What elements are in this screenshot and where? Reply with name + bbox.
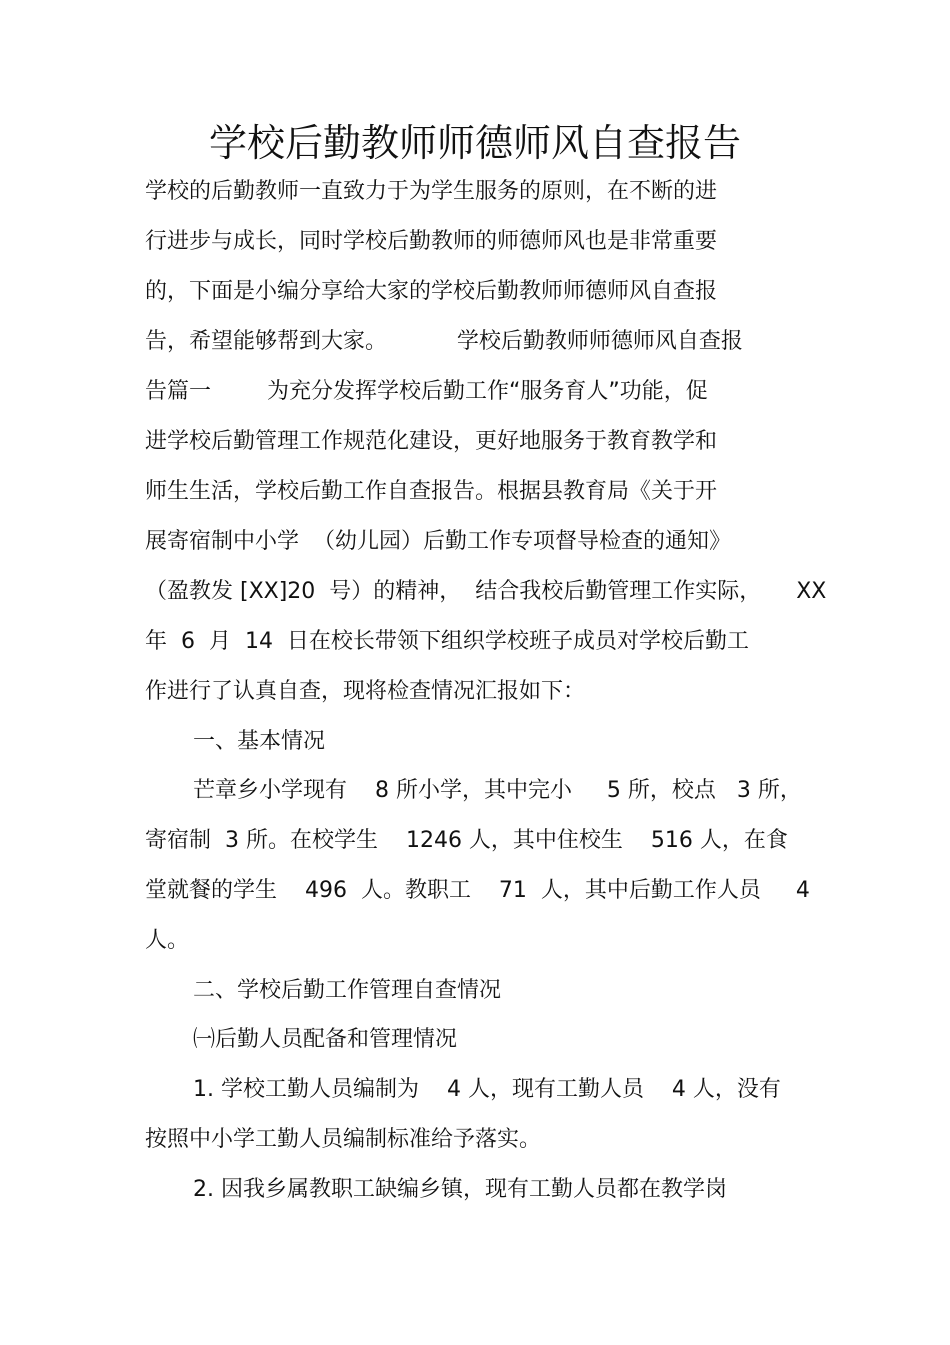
paragraph-line: 年 6 月 14 日在校长带领下组织学校班子成员对学校后勤工 — [145, 629, 749, 654]
paragraph-line: 行进步与成长，同时学校后勤教师的师德师风也是非常重要 — [145, 229, 718, 254]
paragraph-line: 寄宿制 3 所。在校学生 1246 人，其中住校生 516 人，在食 — [145, 828, 788, 853]
subsection-heading: ㈠后勤人员配备和管理情况 — [193, 1027, 458, 1052]
paragraph-line: 告篇一 为充分发挥学校后勤工作“服务育人”功能，促 — [145, 379, 708, 404]
paragraph-line: 2. 因我乡属教职工缺编乡镇，现有工勤人员都在教学岗 — [193, 1177, 727, 1202]
paragraph-line: 作进行了认真自查，现将检查情况汇报如下： — [145, 679, 586, 704]
paragraph-line: 学校的后勤教师一直致力于为学生服务的原则，在不断的进 — [145, 179, 718, 204]
paragraph-line: 人。 — [145, 928, 190, 953]
paragraph-line: 进学校后勤管理工作规范化建设，更好地服务于教育教学和 — [145, 429, 718, 454]
document-title: 学校后勤教师师德师风自查报告 — [208, 121, 741, 165]
paragraph-line: 展寄宿制中小学 （幼儿园）后勤工作专项督导检查的通知》 — [145, 529, 731, 554]
paragraph-line: 1. 学校工勤人员编制为 4 人，现有工勤人员 4 人，没有 — [193, 1077, 781, 1102]
paragraph-line: （盈教发 [XX]20 号）的精神， 结合我校后勤管理工作实际， XX — [145, 579, 827, 604]
paragraph-line: 告，希望能够帮到大家。 学校后勤教师师德师风自查报 — [145, 329, 743, 354]
paragraph-line: 堂就餐的学生 496 人。教职工 71 人，其中后勤工作人员 4 — [145, 878, 810, 903]
paragraph-line: 芒章乡小学现有 8 所小学，其中完小 5 所，校点 3 所， — [193, 778, 802, 803]
section-heading: 二、学校后勤工作管理自查情况 — [193, 978, 502, 1003]
paragraph-line: 的，下面是小编分享给大家的学校后勤教师师德师风自查报 — [145, 279, 718, 304]
paragraph-line: 师生生活，学校后勤工作自查报告。根据县教育局《关于开 — [145, 479, 718, 504]
section-heading: 一、基本情况 — [193, 729, 326, 754]
paragraph-line: 按照中小学工勤人员编制标准给予落实。 — [145, 1127, 542, 1152]
